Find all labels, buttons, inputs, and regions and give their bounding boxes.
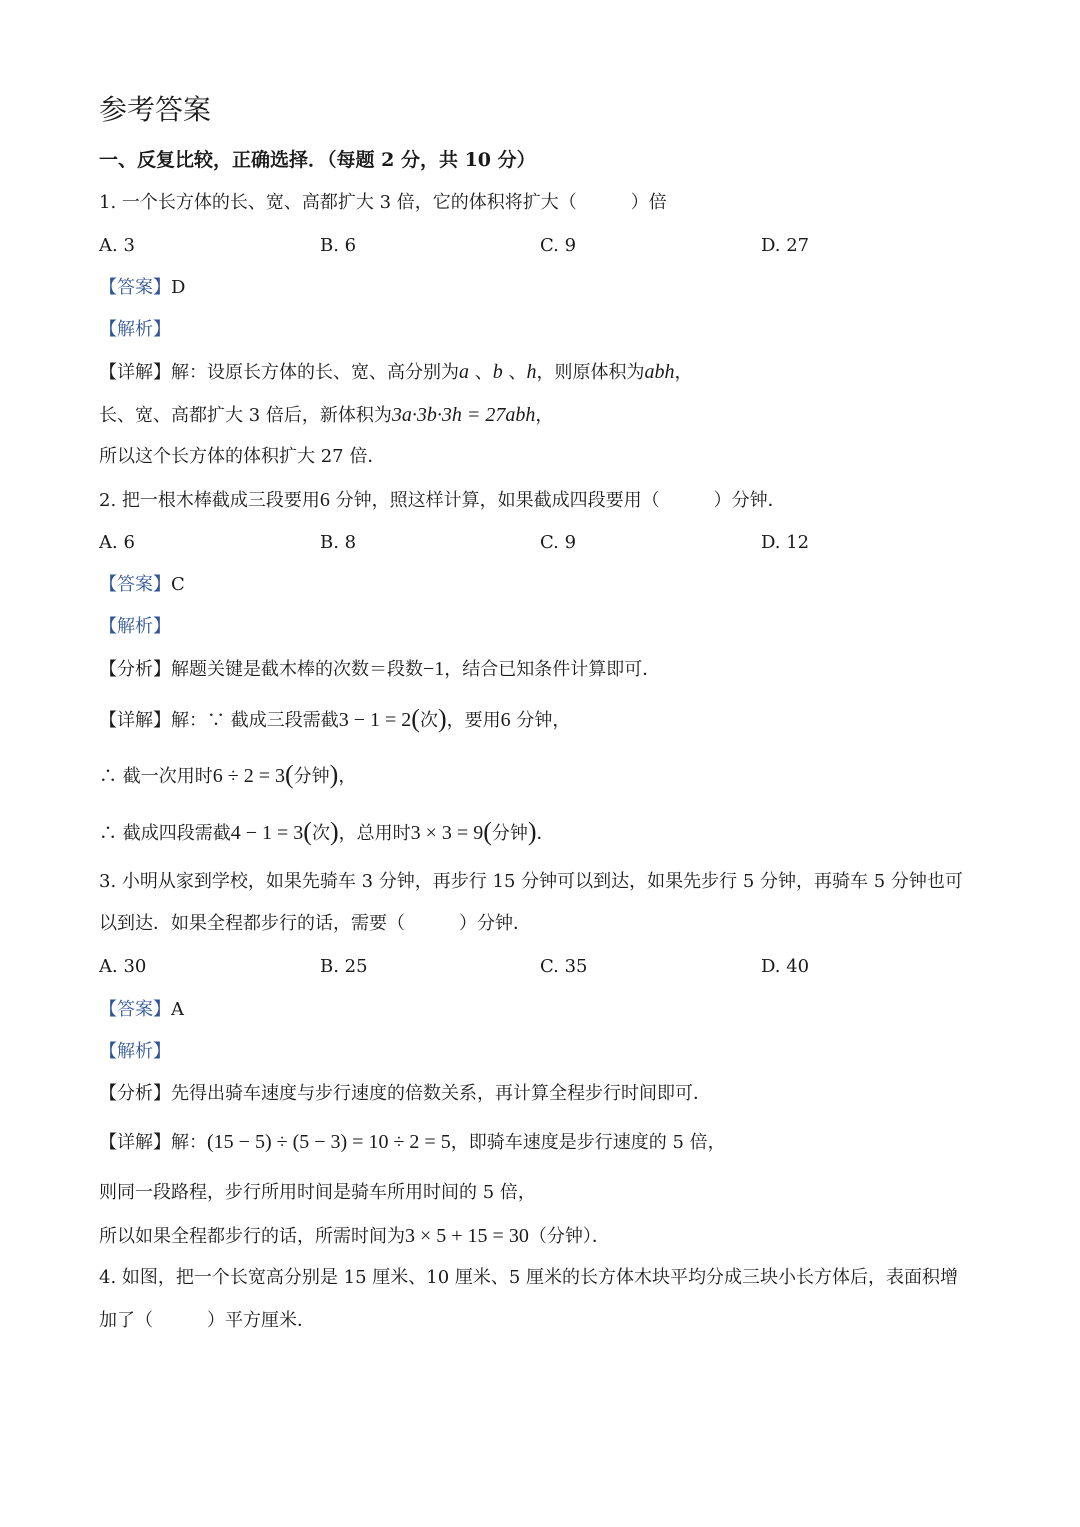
q3-detail-line-2: 则同一段路程，步行所用时间是骑车所用时间的 5 倍， xyxy=(99,1182,536,1203)
q2-detail-line-3 xyxy=(99,819,555,846)
paren: ( xyxy=(285,760,294,789)
q3-fenxi-text: 先得出骑车速度与步行速度的倍数关系，再计算全程步行时间即可． xyxy=(171,1083,711,1104)
q1-answer: D xyxy=(171,277,186,298)
q2-detail-text: ，总用时 xyxy=(338,823,411,844)
detail-tag: 【详解】 xyxy=(99,1132,171,1153)
var-a: a xyxy=(459,361,469,383)
unit: 次 xyxy=(311,823,330,844)
separator: 、 xyxy=(502,362,527,383)
question-3-stem-line-2: 以到达．如果全程都步行的话，需要（ ）分钟． xyxy=(99,913,531,934)
q2-answer: C xyxy=(171,574,185,595)
unit: 分钟 xyxy=(491,823,528,844)
q2-math: 3 × 3 = 9 xyxy=(410,822,484,844)
q3-analysis-tag: 【解析】 xyxy=(99,1041,171,1062)
q2-option-d: D. 12 xyxy=(761,532,810,553)
q1-detail-text: 解：设原长方体的长、宽、高分别为 xyxy=(171,362,459,383)
q3-fenxi-line xyxy=(99,1082,711,1106)
q1-answer-line xyxy=(99,276,185,300)
q2-fenxi-line xyxy=(99,657,660,682)
q3-option-b: B. 25 xyxy=(320,956,368,977)
paren: ( xyxy=(411,704,420,733)
paren: ) xyxy=(329,760,339,789)
question-4-stem-line-1: 4. 如图，把一个长宽高分别是 15 厘米、10 厘米、5 厘米的长方体木块平均分成三块小长方体后，表面积增 xyxy=(99,1267,959,1288)
punctuation: ， xyxy=(338,766,357,787)
q3-answer-line xyxy=(99,998,184,1022)
answer-tag: 【答案】 xyxy=(99,999,171,1020)
paren: ) xyxy=(437,704,447,733)
q2-fenxi-text: ，结合已知条件计算即可． xyxy=(444,659,661,680)
q1-detail-line-2 xyxy=(99,403,553,428)
separator: 、 xyxy=(469,362,493,383)
q2-detail-line-2 xyxy=(99,762,356,789)
q3-math: (15 − 5) ÷ (5 − 3) = 10 ÷ 2 = 5 xyxy=(207,1131,451,1153)
q2-stem-text: 分钟，照这样计算，如果截成四段要用（ ）分钟． xyxy=(329,490,786,511)
q2-number: 6 xyxy=(319,489,330,511)
q3-detail-text: （分钟）． xyxy=(528,1226,610,1247)
paren: ( xyxy=(483,817,492,846)
q1-detail-text: 长、宽、高都扩大 3 倍后，新体积为 xyxy=(99,405,392,426)
paren: ) xyxy=(329,817,339,846)
q2-detail-text: ∴ 截成四段需截 xyxy=(99,823,231,844)
q3-detail-line-3 xyxy=(99,1224,610,1249)
q2-detail-text: ，要用 xyxy=(446,710,501,731)
q1-option-c: C. 9 xyxy=(540,235,577,256)
q2-math: 3 − 1 = 2 xyxy=(338,709,412,731)
q3-math: 3 × 5 + 15 = 30 xyxy=(405,1225,529,1247)
fenxi-tag: 【分析】 xyxy=(99,659,171,680)
q1-detail-line-1 xyxy=(99,360,692,385)
q3-detail-text: 解： xyxy=(171,1132,207,1153)
paren: ( xyxy=(303,817,312,846)
q2-detail-text: ∴ 截一次用时 xyxy=(99,766,213,787)
q1-option-d: D. 27 xyxy=(761,235,810,256)
question-1-stem: 1. 一个长方体的长、宽、高都扩大 3 倍，它的体积将扩大（ ）倍 xyxy=(99,192,667,213)
q3-option-d: D. 40 xyxy=(761,956,810,977)
answer-tag: 【答案】 xyxy=(99,277,171,298)
answer-tag: 【答案】 xyxy=(99,574,171,595)
q1-analysis-tag: 【解析】 xyxy=(99,319,171,340)
question-4-stem-line-2: 加了（ ）平方厘米． xyxy=(99,1310,315,1331)
question-2-stem xyxy=(99,488,786,513)
q3-option-a: A. 30 xyxy=(99,956,147,977)
section-heading: 一、反复比较，正确选择．（每题 2 分，共 10 分） xyxy=(99,149,536,171)
q2-detail-line-1 xyxy=(99,706,570,733)
q1-option-b: B. 6 xyxy=(320,235,357,256)
q2-answer-line xyxy=(99,573,185,597)
q2-option-c: C. 9 xyxy=(540,532,577,553)
var-b: b xyxy=(492,361,503,383)
question-3-stem-line-1: 3. 小明从家到学校，如果先骑车 3 分钟，再步行 15 分钟可以到达，如果先步行 5 分钟，再骑车 5 分钟也可 xyxy=(99,871,963,892)
q3-detail-text: ，即骑车速度是步行速度的 5 倍， xyxy=(450,1132,726,1153)
q2-math: 4 − 1 = 3 xyxy=(230,822,304,844)
q2-math: 6 ÷ 2 = 3 xyxy=(212,765,285,787)
detail-tag: 【详解】 xyxy=(99,362,171,383)
paren: ) xyxy=(527,817,537,846)
q3-option-c: C. 35 xyxy=(540,956,588,977)
unit: 次 xyxy=(419,710,438,731)
page-title: 参考答案 xyxy=(99,93,212,126)
q2-number: 6 xyxy=(500,709,511,731)
q2-option-b: B. 8 xyxy=(320,532,357,553)
fenxi-tag: 【分析】 xyxy=(99,1083,171,1104)
var-abh: abh xyxy=(644,361,675,383)
q3-detail-line-1 xyxy=(99,1130,726,1155)
punctuation: ， xyxy=(535,405,554,426)
q2-fenxi-text: 解题关键是截木棒的次数＝段数 xyxy=(171,659,423,680)
unit: 分钟 xyxy=(293,766,330,787)
q2-detail-text: 解：∵ 截成三段需截 xyxy=(171,710,339,731)
q1-option-a: A. 3 xyxy=(99,235,135,256)
q2-stem-text: 2. 把一根木棒截成三段要用 xyxy=(99,490,320,511)
punctuation: ， xyxy=(674,362,693,383)
q3-answer: A xyxy=(171,999,184,1020)
q2-detail-text: 分钟， xyxy=(510,710,571,731)
q1-detail-line-3: 所以这个长方体的体积扩大 27 倍． xyxy=(99,446,386,467)
q3-detail-text: 所以如果全程都步行的话，所需时间为 xyxy=(99,1226,405,1247)
detail-tag: 【详解】 xyxy=(99,710,171,731)
var-h: h xyxy=(526,361,537,383)
q2-fenxi-math: −1 xyxy=(423,658,445,680)
punctuation: ． xyxy=(536,823,555,844)
q1-formula: 3a·3b·3h = 27abh xyxy=(391,404,536,426)
q2-analysis-tag: 【解析】 xyxy=(99,616,171,637)
q1-detail-text: ，则原体积为 xyxy=(536,362,645,383)
q2-option-a: A. 6 xyxy=(99,532,135,553)
